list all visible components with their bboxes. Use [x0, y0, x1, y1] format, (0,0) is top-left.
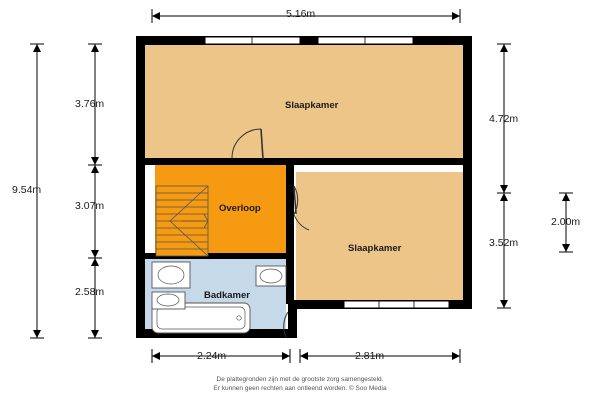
window-bottom-right: [344, 301, 449, 308]
wall-interior-vertical-landing: [286, 158, 294, 304]
dimension-right-inner-2: 3.52m: [489, 237, 519, 249]
dimension-right-outer: 2.00m: [551, 216, 581, 228]
window-top-left: [205, 37, 300, 44]
dimension-left-outer: 9.54m: [12, 184, 42, 196]
wall-left-exterior: [136, 36, 145, 338]
dimension-left-inner-3: 2.58m: [75, 286, 105, 298]
washbasin-secondary-fixture: [256, 266, 286, 286]
room-label-landing: Overloop: [219, 203, 261, 214]
wall-top-exterior: [136, 36, 472, 45]
window-top-right: [318, 37, 413, 44]
wall-interior-horizontal-upper: [145, 158, 464, 165]
dimension-top: 5.16m: [286, 8, 316, 20]
wall-bottom-step: [288, 300, 297, 338]
dimension-bottom-1: 2.24m: [197, 350, 227, 362]
room-fill-bedroom-right: [296, 172, 464, 308]
disclaimer-line-2: Er kunnen geen rechten aan ontleend worden. © Soo Media: [213, 384, 387, 392]
toilet-fixture: [152, 292, 185, 309]
room-label-bedroom-top: Slaapkamer: [285, 100, 339, 111]
wall-landing-left-stub: [145, 158, 155, 164]
staircase: [156, 186, 208, 256]
dimension-left-inner-2: 3.07m: [75, 200, 105, 212]
dimension-right-inner-1: 4.72m: [489, 113, 519, 125]
wall-right-exterior: [463, 36, 472, 308]
dimension-bottom-2: 2.81m: [355, 350, 385, 362]
disclaimer-line-1: De plattegronden zijn met de grootste zorg samengesteld.: [216, 376, 384, 383]
room-label-bedroom-right: Slaapkamer: [348, 243, 402, 254]
dimension-left-inner-1: 3.76m: [75, 98, 105, 110]
washbasin-fixture: [152, 262, 190, 288]
disclaimer-footer: [0, 376, 600, 394]
room-label-bathroom: Badkamer: [204, 290, 250, 301]
